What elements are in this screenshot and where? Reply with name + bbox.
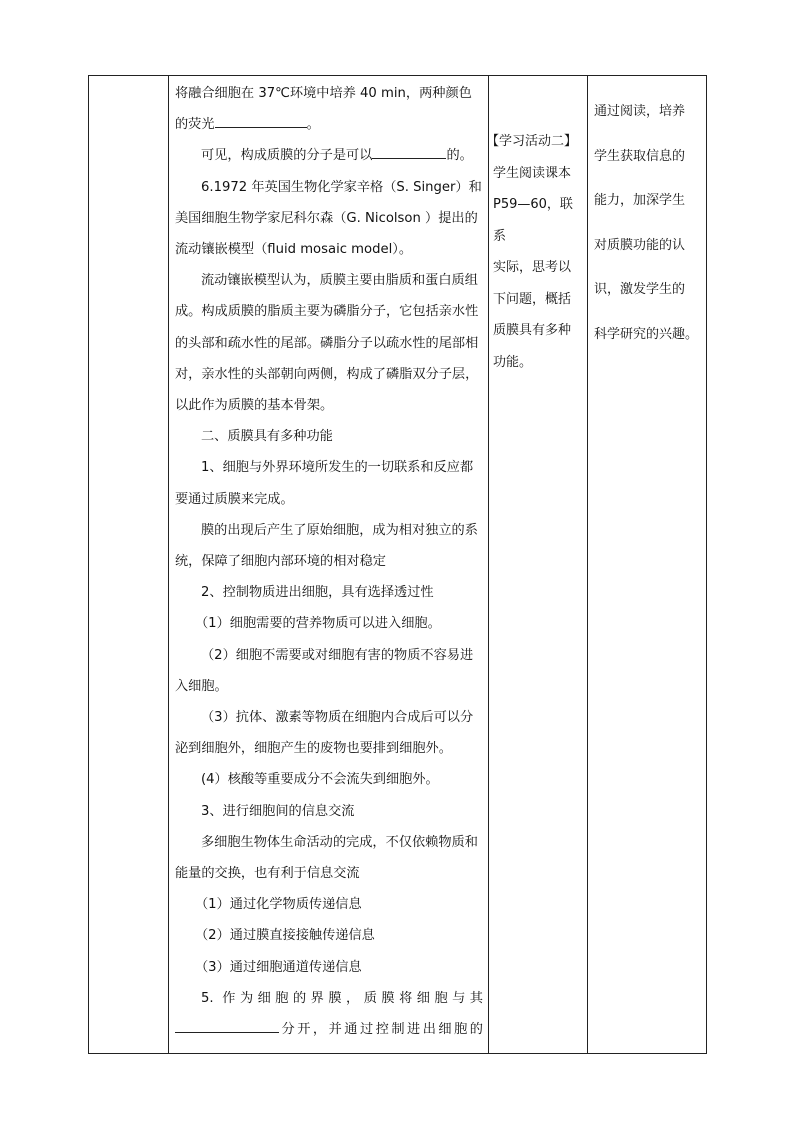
content-paragraph: （1）细胞需要的营养物质可以进入细胞。 (195, 616, 441, 632)
activity-line: 质膜具有多种 (493, 323, 572, 338)
teaching-content-cell (169, 76, 489, 1054)
content-line (175, 109, 483, 140)
design-intent-cell (588, 76, 707, 1054)
content-line: 将融合细胞在 37℃环境中培养 40 min，两种颜色 (175, 86, 472, 101)
content-paragraph: （3）抗体、激素等物质在细胞内合成后可以分泌到细胞外，细胞产生的废物也要排到细胞外。 (175, 710, 474, 757)
intent-line: 通过阅读，培养 (594, 104, 686, 119)
intent-line: 科学研究的兴趣。 (594, 326, 699, 342)
student-activity (486, 126, 587, 378)
content-paragraph: （2）通过膜直接接触传递信息 (195, 928, 375, 944)
content-text: 。 (306, 117, 320, 133)
activity-line: P59—60，联系 (493, 197, 573, 244)
activity-title: 【学习活动二】 (486, 134, 578, 149)
content-paragraph: 2、控制物质进出细胞，具有选择透过性 (201, 585, 434, 601)
content-text: 分开，并通过控制进出细胞的 (279, 1022, 483, 1038)
content-line (175, 140, 483, 171)
activity-line: 功能。 (493, 354, 533, 370)
content-line (175, 1014, 483, 1045)
activity-line: 学生阅读课本 (493, 165, 572, 181)
content-paragraph: 膜的出现后产生了原始细胞，成为相对独立的系统，保障了细胞内部环境的相对稳定 (175, 522, 478, 570)
content-paragraph: （1）通过化学物质传递信息 (195, 897, 362, 913)
student-activity-cell (486, 76, 588, 1054)
fill-blank (215, 113, 307, 128)
activity-line: 下问题，概括 (493, 291, 572, 307)
design-intent (588, 96, 706, 350)
content-paragraph: 6.1972 年英国生物化学家辛格（S. Singer）和美国细胞生物学家尼科尔森（G. Nicolson ）提出的流动镶嵌模型（fluid mosaic model）。 (175, 179, 482, 258)
content-paragraph: 多细胞生物体生命活动的完成，不仅依赖物质和能量的交换，也有利于信息交流 (175, 834, 478, 882)
content-text: 可见，构成质膜的分子是可以 (201, 148, 373, 164)
content-line: 5. 作为细胞的界膜，质膜将细胞与其 (201, 990, 483, 1006)
content-paragraph: 流动镶嵌模型认为，质膜主要由脂质和蛋白质组成。构成质膜的脂质主要为磷脂分子，它包括亲水性的头部和疏水性的尾部。磷脂分子以疏水性的尾部相对，亲水性的头部朝向两侧，构成了磷脂双分子层，以此作为质膜的基本骨架。 (175, 273, 479, 414)
content-text: 的。 (446, 148, 473, 164)
lesson-plan-table (88, 75, 707, 1054)
content-text: 的荧光 (175, 117, 215, 133)
content-paragraph: (4）核酸等重要成分不会流失到细胞外。 (201, 772, 439, 788)
content-paragraph: （2）细胞不需要或对细胞有害的物质不容易进入细胞。 (175, 647, 474, 694)
intent-line: 对质膜功能的认 (594, 237, 686, 253)
fill-blank (372, 144, 446, 159)
blank-column-cell (89, 76, 169, 1054)
intent-line: 能力，加深学生 (594, 193, 686, 208)
table-row (89, 76, 707, 1054)
section-heading: 二、质膜具有多种功能 (201, 429, 333, 445)
fill-blank (175, 1018, 279, 1033)
teaching-content (169, 76, 488, 1045)
activity-line: 实际，思考以 (493, 260, 572, 275)
intent-line: 学生获取信息的 (594, 148, 686, 164)
content-paragraph: 3、进行细胞间的信息交流 (201, 803, 355, 819)
content-paragraph: （3）通过细胞通道传递信息 (195, 959, 362, 975)
intent-line: 识，激发学生的 (594, 282, 686, 297)
content-paragraph: 1、细胞与外界环境所发生的一切联系和反应都要通过质膜来完成。 (175, 460, 474, 507)
